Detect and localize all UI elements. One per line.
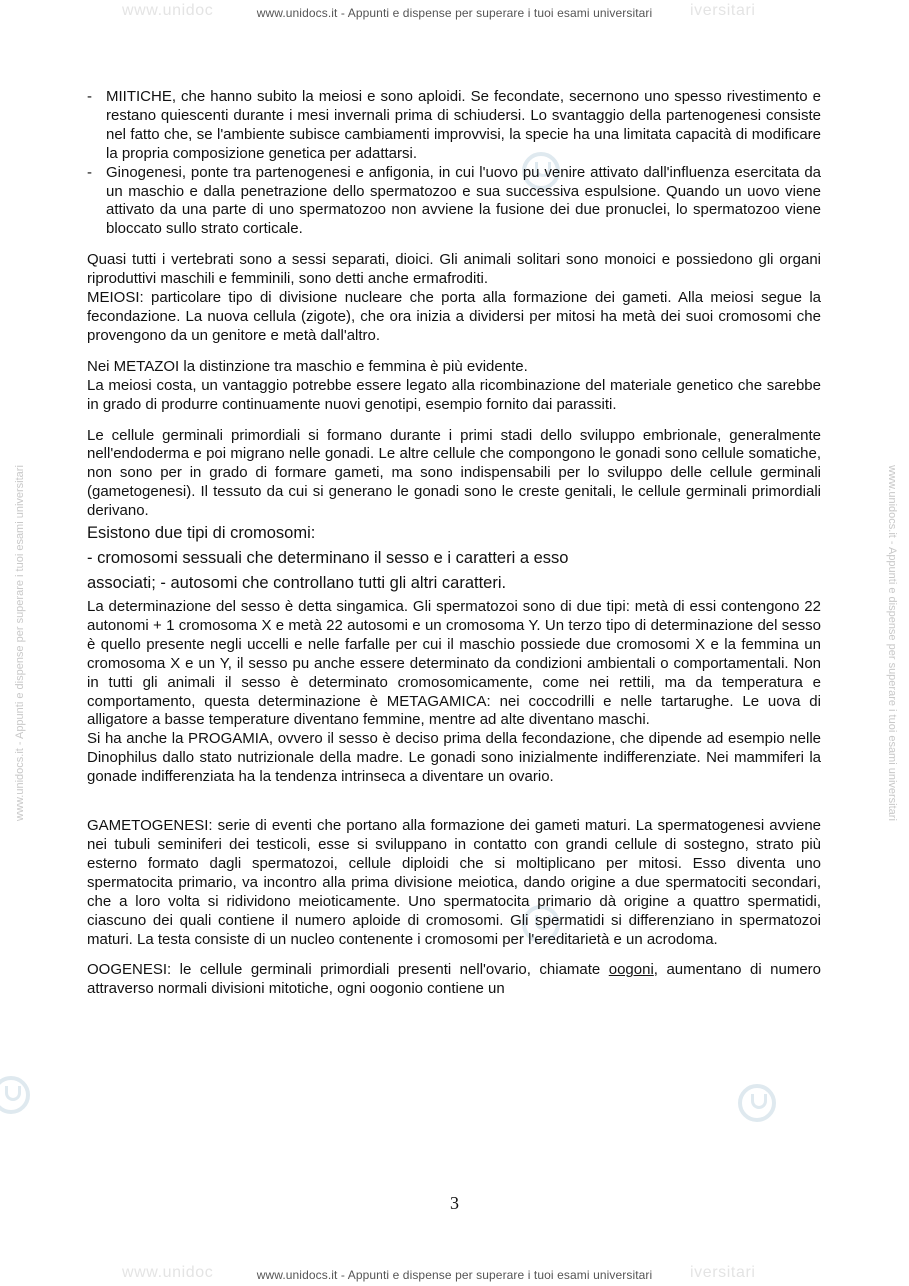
bullet-text: Ginogenesi, ponte tra partenogenesi e anfigonia, in cui l'uovo pu venire attivato dall'influenza esercitata da un maschio e dalla penetrazione dello spermatozoo e sua successiva espulsione. Quando un uovo viene attivato da una parte di uno spermatozoo non avviene la fusione dei due pronuclei, lo spermatozoo viene bloccato sullo strato corticale. — [106, 163, 821, 238]
watermark-bottom-right: iversitari — [690, 1264, 756, 1281]
bullet-marker: - — [87, 88, 92, 105]
bullet-text: MIITICHE, che hanno subito la meiosi e sono aploidi. Se fecondate, secernono uno spesso rivestimento e restano quiescenti durante i mesi invernali prima di schiudersi. Lo svantaggio della partenogenesi consiste nel fatto che, se l'ambiente subisce cambiamenti improvvisi, la specie ha una limitata capacità di modificare la propria composizione genetica per adattarsi. — [106, 88, 821, 162]
side-watermark-left: www.unidocs.it - Appunti e dispense per superare i tuoi esami universitari — [14, 465, 26, 821]
paragraph-text: OOGENESI: le cellule germinali primordiali presenti nell'ovario, chiamate — [87, 961, 609, 979]
bullet-item — [87, 88, 821, 164]
unidocs-logo-icon — [738, 1084, 776, 1122]
paragraph: La meiosi costa, un vantaggio potrebbe essere legato alla ricombinazione del materiale genetico che sarebbe in grado di produrre continuamente nuovi genotipi, esempio fornito dai parassiti. — [87, 376, 821, 413]
paragraph: La determinazione del sesso è detta singamica. Gli spermatozoi sono di due tipi: metà di essi contengono 22 autonomi + 1 cromosoma X e metà 22 autosomi e un cromosoma Y. Un terzo tipo di determinazione del sesso è quello presente negli uccelli e nelle farfalle per cui il maschio possiede due cromosomi X e la femmina un cromosoma X e un Y, il sesso pu anche essere determinato da condizioni ambientali o comportamentali. Non in tutti gli animali il sesso è determinato cromosomicamente, come nei rettili, ma da temperatura e comportamento, questa determinazione è METAGAMICA: nei coccodrilli e nelle tartarughe. Le uova di alligatore a basse temperature diventano femmine, mentre ad alte diventano maschi. — [87, 598, 821, 729]
paragraph: Nei METAZOI la distinzione tra maschio e femmina è più evidente. — [87, 357, 528, 375]
paragraph: Quasi tutti i vertebrati sono a sessi separati, dioici. Gli animali solitari sono monoici e possiedono gli organi riproduttivi maschili e femminili, sono detti anche ermafroditi. — [87, 251, 821, 288]
paragraph: MEIOSI: particolare tipo di divisione nucleare che porta alla formazione dei gameti. Alla meiosi segue la fecondazione. La nuova cellula (zigote), che ora inizia a dividersi per mitosi ha metà dei suoi cromosomi che provengono da un genitore e metà dall'altro. — [87, 289, 821, 344]
paragraph: - cromosomi sessuali che determinano il sesso e i caratteri a esso — [87, 549, 569, 568]
paragraph: associati; - autosomi che controllano tutti gli altri caratteri. — [87, 574, 507, 593]
paragraph — [87, 961, 821, 999]
bullet-marker: - — [87, 163, 92, 181]
paragraph: GAMETOGENESI: serie di eventi che portano alla formazione dei gameti maturi. La spermatogenesi avviene nei tubuli seminiferi dei testicoli, esse si sviluppano in contatto con grandi cellule di sostegno, strato più esterno formato dagli spermatozoi, cellule diploidi che si moltiplicano per mitosi. Esso diventa uno spermatocita primario, va incontro alla prima divisione meiotica, dando origine a due spermatociti secondari, che a loro volta si ridividono meioticamente. Uno spermatocita primario dà origine a quattro spermatidi, ciascuno dei quali contiene il numero aploide di cromosomi. Gli spermatidi si differenziano in spermatozoi maturi. La testa consiste di un nucleo contenente i cromosomi per l'ereditarietà e un acrodoma. — [87, 817, 821, 948]
header-banner: www.unidocs.it - Appunti e dispense per superare i tuoi esami universitari — [256, 6, 653, 20]
paragraph: Si ha anche la PROGAMIA, ovvero il sesso è deciso prima della fecondazione, che dipende ad esempio nelle Dinophilus dallo stato nutrizionale della madre. Le gonadi sono inizialmente indifferenziate. Nei mammiferi la gonade indifferenziata ha la tendenza intrinseca a diventare un ovario. — [87, 730, 821, 786]
paragraph: Le cellule germinali primordiali si formano durante i primi stadi dello sviluppo embrionale, generalmente nell'endoderma e poi migrano nelle gonadi. Le altre cellule che compongono le gonadi sono cellule somatiche, non sono per in grado di formare gameti, ma sono indispensabili per lo sviluppo delle cellule germinali (gametogenesi). Il tessuto da cui si generano le gonadi sono le creste genitali, le cellule germinali primordiali derivano. — [87, 426, 821, 520]
watermark-top-left: www.unidoc — [122, 2, 214, 19]
paragraph-text: , aumentano di numero attraverso normali divisioni mitotiche, ogni oogonio contiene un — [87, 961, 822, 998]
footer-banner: www.unidocs.it - Appunti e dispense per superare i tuoi esami universitari — [256, 1268, 653, 1282]
underlined-term: oogoni — [608, 961, 654, 979]
document-body — [87, 88, 821, 999]
watermark-top-right: iversitari — [690, 2, 756, 19]
unidocs-logo-icon — [0, 1076, 30, 1114]
side-watermark-right: www.unidocs.it - Appunti e dispense per superare i tuoi esami universitari — [886, 465, 898, 821]
watermark-bottom-left: www.unidoc — [122, 1264, 214, 1281]
page-number: 3 — [450, 1193, 459, 1213]
bullet-item — [87, 164, 821, 240]
paragraph: Esistono due tipi di cromosomi: — [87, 524, 316, 543]
